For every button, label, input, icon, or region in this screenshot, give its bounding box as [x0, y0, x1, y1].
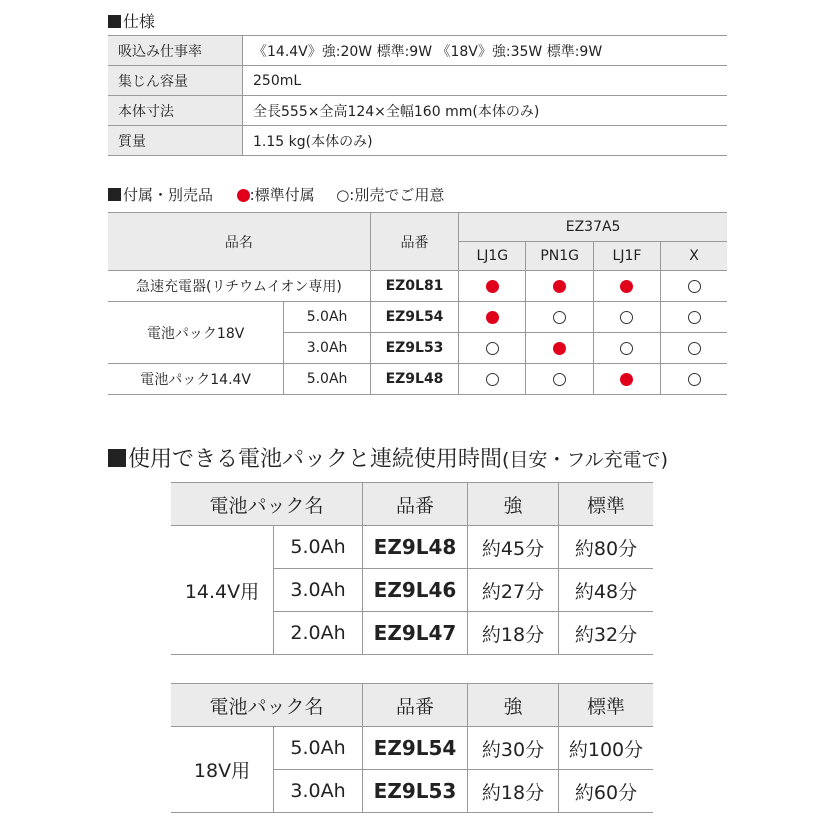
header-name: 電池パック名	[171, 684, 363, 727]
capacity: 2.0Ah	[274, 612, 363, 655]
availability-mark	[620, 342, 633, 355]
availability-mark	[553, 311, 566, 324]
header-code: 品番	[363, 483, 468, 526]
standard-time: 約48分	[559, 569, 654, 612]
strong-time: 約27分	[468, 569, 559, 612]
item-code: EZ9L54	[370, 302, 458, 333]
header-code: 品番	[363, 684, 468, 727]
header-name: 品名	[108, 213, 370, 271]
item-capacity: 5.0Ah	[284, 364, 371, 395]
availability-mark	[688, 311, 701, 324]
capacity: 3.0Ah	[274, 770, 363, 813]
pack-code: EZ9L53	[363, 770, 468, 813]
spec-label: 質量	[108, 126, 243, 156]
variant-header: X	[661, 242, 727, 271]
availability-mark	[688, 373, 701, 386]
strong-time: 約18分	[468, 770, 559, 813]
pack-code: EZ9L54	[363, 727, 468, 770]
header-standard: 標準	[559, 483, 654, 526]
header-strong: 強	[468, 483, 559, 526]
variant-header: LJ1F	[593, 242, 660, 271]
strong-time: 約18分	[468, 612, 559, 655]
spec-label: 本体寸法	[108, 96, 243, 126]
item-capacity: 5.0Ah	[284, 302, 371, 333]
capacity: 5.0Ah	[274, 526, 363, 569]
capacity: 3.0Ah	[274, 569, 363, 612]
strong-time: 約30分	[468, 727, 559, 770]
spec-value: 《14.4V》強:20W 標準:9W 《18V》強:35W 標準:9W	[243, 36, 728, 66]
accessories-section-title: 付属・別売品 :標準付属 ○:別売でご用意	[108, 184, 444, 205]
header-standard: 標準	[559, 684, 654, 727]
availability-mark	[486, 280, 499, 293]
variant-header: PN1G	[526, 242, 593, 271]
item-capacity: 3.0Ah	[284, 333, 371, 364]
spec-value: 1.15 kg(本体のみ)	[243, 126, 728, 156]
item-code: EZ9L48	[370, 364, 458, 395]
square-bullet-icon	[108, 188, 121, 201]
capacity: 5.0Ah	[274, 727, 363, 770]
pack-code: EZ9L46	[363, 569, 468, 612]
standard-time: 約80分	[559, 526, 654, 569]
runtime-table-18v	[171, 683, 653, 813]
spec-value: 250mL	[243, 66, 728, 96]
spec-label: 集じん容量	[108, 66, 243, 96]
table-row	[171, 727, 653, 770]
standard-time: 約60分	[559, 770, 654, 813]
availability-mark	[620, 280, 633, 293]
item-name: 急速充電器(リチウムイオン専用)	[108, 271, 370, 302]
availability-mark	[486, 373, 499, 386]
header-model: EZ37A5	[459, 213, 727, 242]
header-code: 品番	[370, 213, 458, 271]
availability-mark	[486, 311, 499, 324]
availability-mark	[620, 373, 633, 386]
red-dot-icon	[237, 189, 250, 202]
item-name: 電池パック14.4V	[108, 364, 284, 395]
header-strong: 強	[468, 684, 559, 727]
table-row	[108, 271, 727, 302]
item-name: 電池パック18V	[108, 302, 284, 364]
item-code: EZ9L53	[370, 333, 458, 364]
availability-mark	[553, 373, 566, 386]
table-row	[108, 66, 727, 96]
table-row	[108, 36, 727, 66]
table-row	[108, 302, 727, 333]
availability-mark	[620, 311, 633, 324]
square-bullet-icon	[108, 15, 121, 28]
spec-table	[108, 35, 727, 156]
table-row	[108, 96, 727, 126]
availability-mark	[688, 280, 701, 293]
spec-section-title: 仕様	[108, 9, 155, 32]
availability-mark	[553, 342, 566, 355]
item-code: EZ0L81	[370, 271, 458, 302]
square-bullet-icon	[108, 449, 126, 467]
pack-code: EZ9L47	[363, 612, 468, 655]
availability-mark	[553, 280, 566, 293]
spec-value: 全長555×全高124×全幅160 mm(本体のみ)	[243, 96, 728, 126]
accessories-table	[108, 212, 727, 395]
voltage-group: 14.4V用	[171, 526, 274, 655]
table-row	[171, 526, 653, 569]
table-row	[108, 364, 727, 395]
voltage-group: 18V用	[171, 727, 274, 813]
standard-time: 約100分	[559, 727, 654, 770]
standard-time: 約32分	[559, 612, 654, 655]
availability-mark	[688, 342, 701, 355]
runtime-table-14v	[171, 482, 653, 655]
runtime-section-title: 使用できる電池パックと連続使用時間(目安・フル充電で)	[108, 442, 668, 473]
header-name: 電池パック名	[171, 483, 363, 526]
table-row	[108, 126, 727, 156]
spec-label: 吸込み仕事率	[108, 36, 243, 66]
strong-time: 約45分	[468, 526, 559, 569]
pack-code: EZ9L48	[363, 526, 468, 569]
availability-mark	[486, 342, 499, 355]
variant-header: LJ1G	[459, 242, 526, 271]
